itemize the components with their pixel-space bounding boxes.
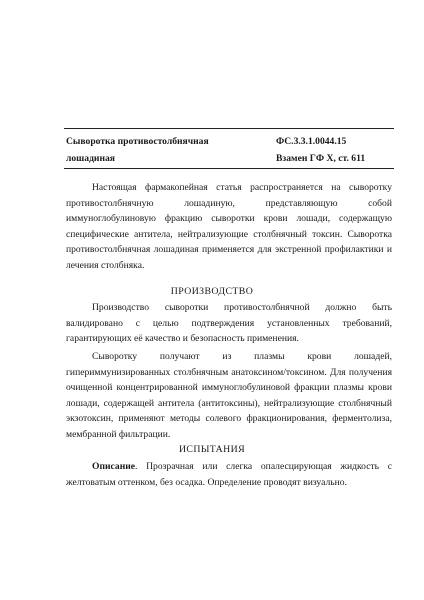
description-label: Описание	[92, 461, 136, 472]
production-paragraph-2: Сыворотку получают из плазмы крови лошадей, гипериммунизированных столбнячным анатоксином/токсином. Для получения очищенной концентрированной иммуноглобулиновой фракции плазмы крови лошади, содержащей антитела (антитоксины), нейтрализующие столбнячный экзотоксин, применяют методы солевого фракционирования, ферментолиза, мембранной фильтрации.	[66, 351, 392, 440]
production-section-1	[66, 300, 392, 347]
monograph-title-line-2: лошадиная	[66, 153, 115, 164]
intro-section	[66, 180, 392, 273]
production-section-2	[66, 349, 392, 442]
description-section	[66, 459, 392, 490]
description-text: . Прозрачная или слегка опалесцирующая жидкость с желтоватым оттенком, без осадка. Определение проводят визуально.	[66, 461, 392, 488]
monograph-code: ФС.3.3.1.0044.15	[276, 136, 347, 147]
monograph-title-line-1: Сыворотка противостолбнячная	[66, 136, 209, 147]
intro-paragraph: Настоящая фармакопейная статья распространяется на сыворотку противостолбнячную лошадиную, представляющую собой иммуноглобулиновую фракцию сыворотки крови лошади, содержащую специфические антитела, нейтрализующие столбнячный токсин. Сыворотка противостолбнячная лошадиная применяется для экстренной профилактики и лечения столбняка.	[66, 182, 392, 271]
production-paragraph-1: Производство сыворотки противостолбнячной должно быть валидировано с целью подтверждения установленных требований, гарантирующих её качество и безопасность применения.	[66, 302, 392, 344]
header-bottom-rule	[64, 168, 394, 169]
replaces-reference: Взамен ГФ X, ст. 611	[276, 153, 366, 164]
description-paragraph	[66, 459, 392, 490]
tests-heading: ИСПЫТАНИЯ	[178, 444, 246, 455]
production-heading: ПРОИЗВОДСТВО	[170, 286, 254, 297]
header-top-rule	[64, 128, 394, 129]
